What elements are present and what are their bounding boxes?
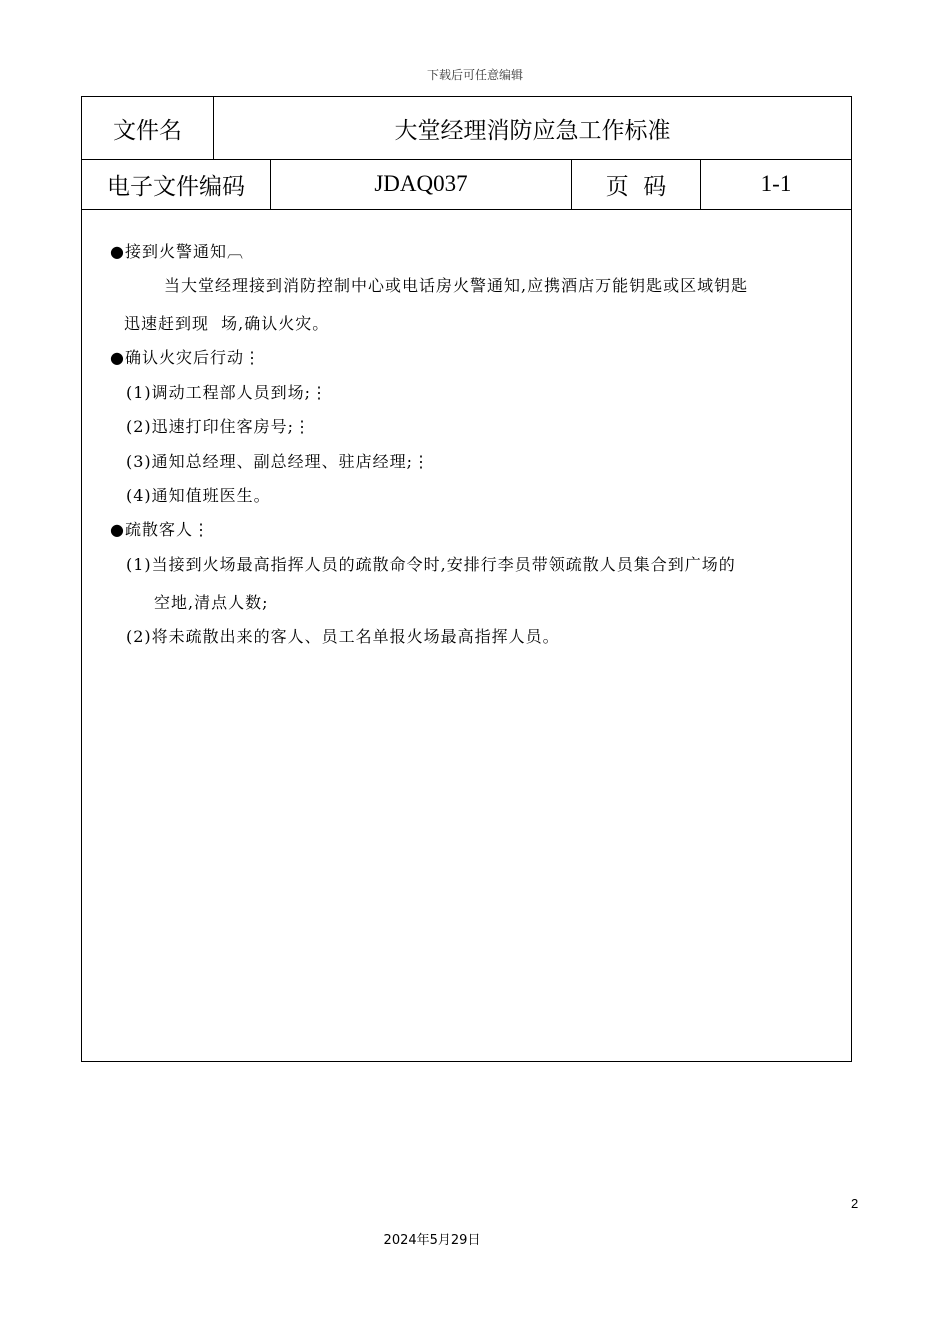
content-body [82,210,851,1060]
page-label: 页 码 [571,159,700,209]
list-item: (1)调动工程部人员到场;⋮ [126,383,329,402]
title-row [82,97,851,160]
file-name-label: 文件名 [113,117,182,144]
list-item: (4)通知值班医生。 [126,486,271,505]
footer-date: 2024年5月29日 [383,1233,481,1248]
page-value: 1-1 [700,159,851,209]
code-row [82,159,851,210]
list-item: (2)将未疏散出来的客人、员工名单报火场最高指挥人员。 [126,627,560,646]
list-item: (3)通知总经理、副总经理、驻店经理;⋮ [126,452,431,471]
list-item: (2)迅速打印住客房号;⋮ [126,417,312,436]
file-name-value: 大堂经理消防应急工作标准 [213,97,851,159]
paragraph-line: 当大堂经理接到消防控制中心或电话房火警通知,应携酒店万能钥匙或区域钥匙 [164,276,749,295]
list-item: (1)当接到火场最高指挥人员的疏散命令时,安排行李员带领疏散人员集合到广场的 [126,555,736,574]
paragraph-line: 迅速赶到现 场,确认火灾。 [124,314,330,333]
header-note: 下载后可任意编辑 [426,68,523,82]
section-heading-alarm: ●接到火警通知︹ [110,242,244,261]
code-label: 电子文件编码 [107,173,245,200]
code-value: JDAQ037 [270,159,571,209]
section-heading-evacuation: ●疏散客人⋮ [110,520,210,539]
section-heading-actions: ●确认火灾后行动⋮ [110,348,261,367]
document-table [81,96,852,1062]
list-item-continuation: 空地,清点人数; [154,593,269,612]
page-number: 2 [851,1196,859,1211]
